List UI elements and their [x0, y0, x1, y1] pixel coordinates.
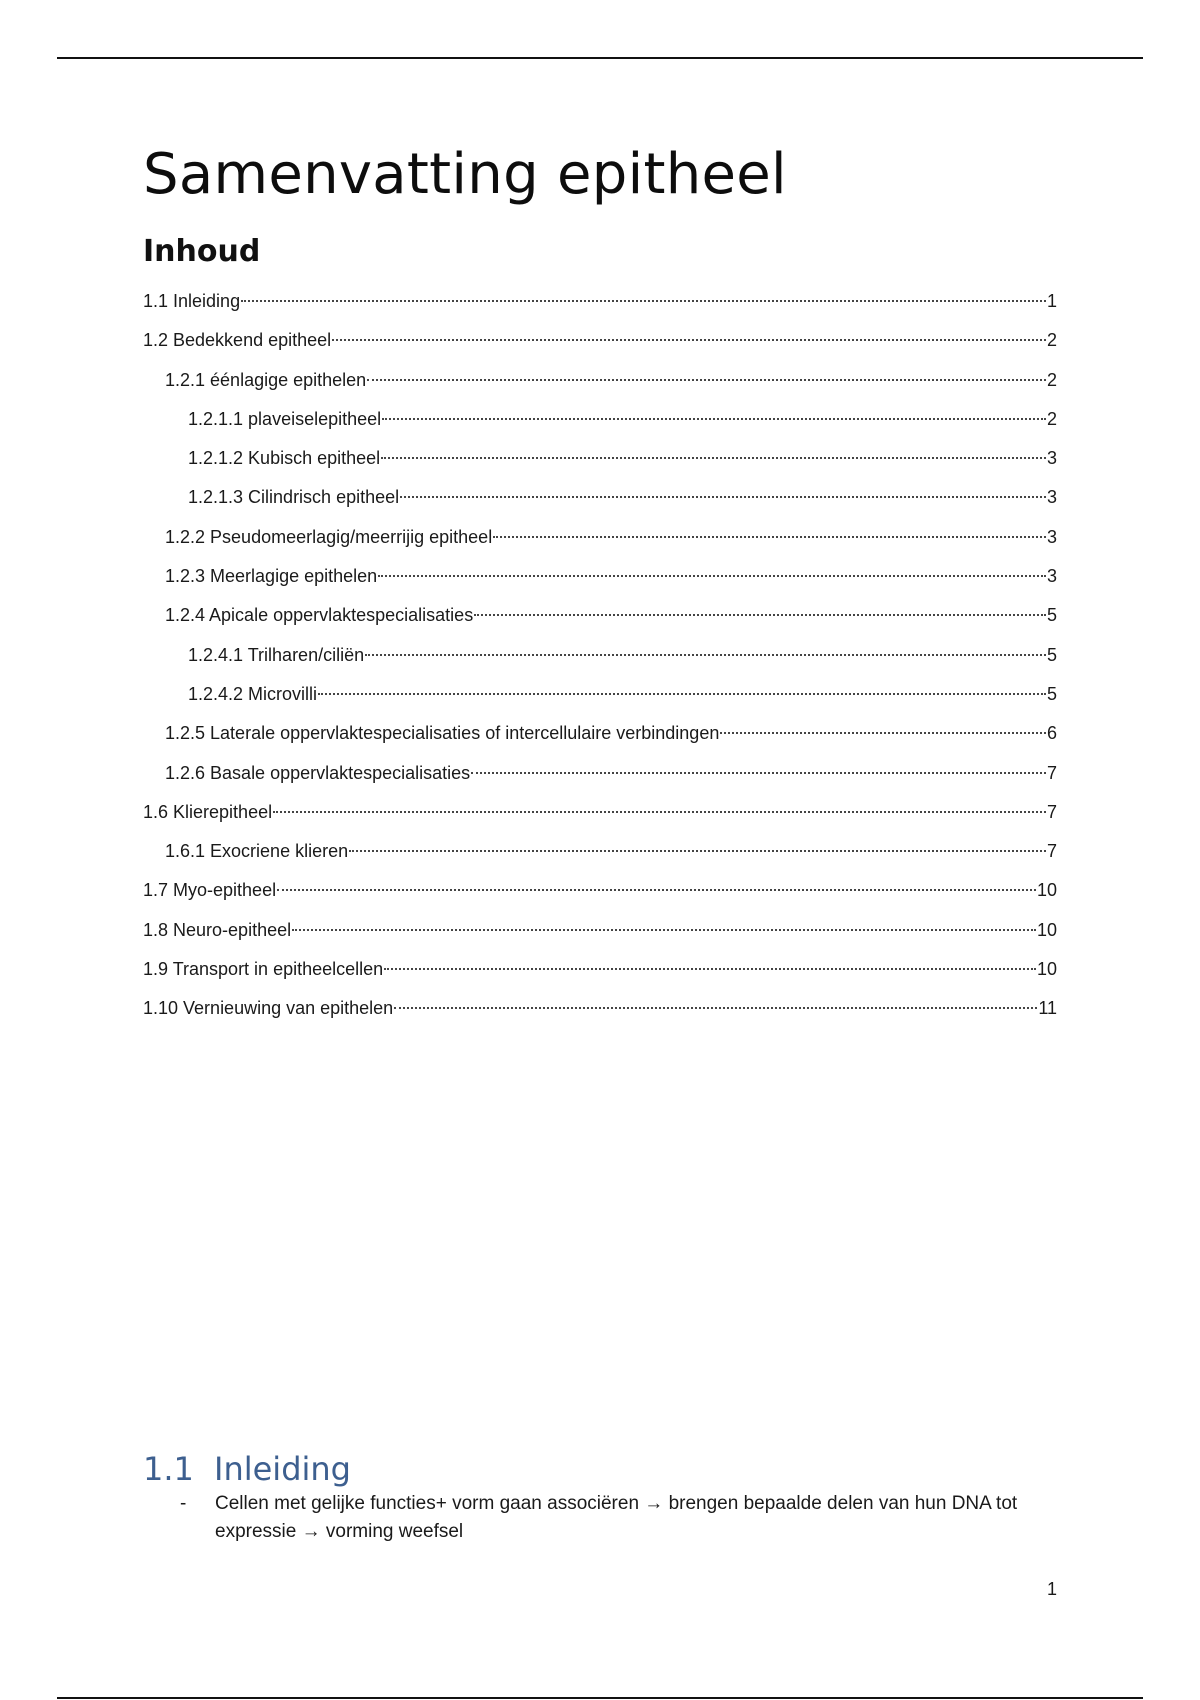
toc-entry[interactable]: [143, 714, 1057, 753]
document-title: Samenvatting epitheel: [143, 142, 787, 207]
toc-entry-page: 2: [1046, 330, 1057, 351]
toc-entry[interactable]: [143, 361, 1057, 400]
toc-dot-leader: [400, 496, 1046, 498]
page-number: 1: [1046, 1579, 1057, 1599]
toc-entry-label: 1.9 Transport in epitheelcellen: [143, 959, 384, 980]
toc-entry[interactable]: [143, 400, 1057, 439]
bullet-marker: -: [180, 1493, 187, 1514]
toc-entry-page: 1: [1046, 291, 1057, 311]
toc-entry-label: 1.2 Bedekkend epitheel: [143, 330, 332, 351]
toc-entry-label: 1.2.2 Pseudomeerlagig/meerrijig epitheel: [165, 526, 493, 547]
toc-entry-page: 10: [1036, 880, 1057, 901]
toc-dot-leader: [720, 732, 1046, 734]
toc-entry-label: 1.6 Klierepitheel: [143, 801, 273, 822]
toc-dot-leader: [382, 418, 1046, 420]
toc-entry[interactable]: [143, 911, 1057, 950]
toc-entry-page: 3: [1046, 526, 1057, 547]
toc-dot-leader: [471, 772, 1046, 774]
list-item: [143, 1490, 1057, 1546]
toc-entry[interactable]: [143, 478, 1057, 517]
top-rule: [57, 57, 1143, 59]
toc-entry-label: 1.8 Neuro-epitheel: [143, 919, 292, 940]
toc-entry[interactable]: [143, 321, 1057, 360]
toc-entry-label: 1.7 Myo-epitheel: [143, 880, 277, 901]
toc-entry-page: 11: [1038, 998, 1057, 1019]
toc-dot-leader: [241, 300, 1046, 302]
section-heading: [143, 1448, 351, 1490]
toc-entry[interactable]: [143, 557, 1057, 596]
toc-entry-label: 1.2.1.2 Kubisch epitheel: [188, 448, 381, 469]
toc-entry-label: 1.2.4.2 Microvilli: [188, 683, 318, 704]
toc-entry[interactable]: [143, 832, 1057, 871]
toc-dot-leader: [384, 968, 1036, 970]
toc-entry[interactable]: [143, 871, 1057, 910]
toc-dot-leader: [394, 1007, 1037, 1009]
toc-entry[interactable]: [143, 989, 1057, 1028]
toc-entry-label: 1.2.1.3 Cilindrisch epitheel: [188, 487, 400, 508]
toc-entry-label: 1.10 Vernieuwing van epithelen: [143, 998, 394, 1019]
toc-dot-leader: [332, 339, 1046, 341]
toc-entry-page: 10: [1036, 959, 1057, 980]
bottom-rule: [57, 1697, 1143, 1699]
toc-entry-label: 1.2.1 éénlagige epithelen: [165, 369, 367, 390]
toc-dot-leader: [292, 929, 1036, 931]
toc-entry[interactable]: [143, 793, 1057, 832]
toc-entry-page: 5: [1046, 644, 1057, 665]
toc-heading: Inhoud: [143, 234, 261, 269]
toc-entry-page: 7: [1046, 801, 1057, 822]
toc-entry-page: 3: [1046, 487, 1057, 508]
toc-dot-leader: [378, 575, 1046, 577]
toc-entry[interactable]: [143, 439, 1057, 478]
toc-entry-page: 7: [1046, 762, 1057, 783]
section-bullet-list: [143, 1490, 1057, 1546]
bullet-text: Cellen met gelijke functies+ vorm gaan associëren → brengen bepaalde delen van hun DNA tot expressie → vorming weefsel: [215, 1493, 1018, 1542]
toc-entry-label: 1.2.3 Meerlagige epithelen: [165, 566, 378, 587]
section-number: 1.1: [143, 1450, 194, 1488]
toc-dot-leader: [493, 536, 1046, 538]
toc-entry-label: 1.2.6 Basale oppervlaktespecialisaties: [165, 762, 471, 783]
toc-entry[interactable]: [143, 596, 1057, 635]
toc-entry-label: 1.6.1 Exocriene klieren: [165, 841, 349, 862]
toc-entry-page: 3: [1046, 448, 1057, 469]
toc-entry-page: 3: [1046, 566, 1057, 587]
toc-dot-leader: [349, 850, 1046, 852]
toc-dot-leader: [273, 811, 1046, 813]
toc-entry[interactable]: [143, 754, 1057, 793]
toc-entry-label: 1.2.5 Laterale oppervlaktespecialisaties of intercellulaire verbindingen: [165, 723, 720, 744]
toc-entry-page: 7: [1046, 841, 1057, 862]
toc-entry-label: 1.2.4.1 Trilharen/ciliën: [188, 644, 365, 665]
toc-entry[interactable]: [143, 282, 1057, 321]
section-title: Inleiding: [214, 1450, 351, 1488]
toc-dot-leader: [318, 693, 1046, 695]
toc-dot-leader: [474, 614, 1046, 616]
toc-entry[interactable]: [143, 636, 1057, 675]
toc-entry-page: 2: [1046, 408, 1057, 429]
toc-entry-label: 1.2.4 Apicale oppervlaktespecialisaties: [165, 605, 474, 626]
toc-entry-page: 6: [1046, 723, 1057, 744]
toc-dot-leader: [365, 654, 1046, 656]
toc-entry-page: 2: [1046, 369, 1057, 390]
toc-entry[interactable]: [143, 675, 1057, 714]
toc-entry[interactable]: [143, 518, 1057, 557]
toc-entry-label: 1.2.1.1 plaveiselepitheel: [188, 408, 382, 429]
toc-dot-leader: [381, 457, 1046, 459]
toc-entry-page: 10: [1036, 919, 1057, 940]
toc-entry-label: 1.1 Inleiding: [143, 291, 241, 311]
toc-entry-page: 5: [1046, 605, 1057, 626]
toc-dot-leader: [277, 889, 1036, 891]
toc-dot-leader: [367, 379, 1046, 381]
toc-entry[interactable]: [143, 950, 1057, 989]
table-of-contents: [143, 282, 1057, 1029]
toc-entry-page: 5: [1046, 683, 1057, 704]
